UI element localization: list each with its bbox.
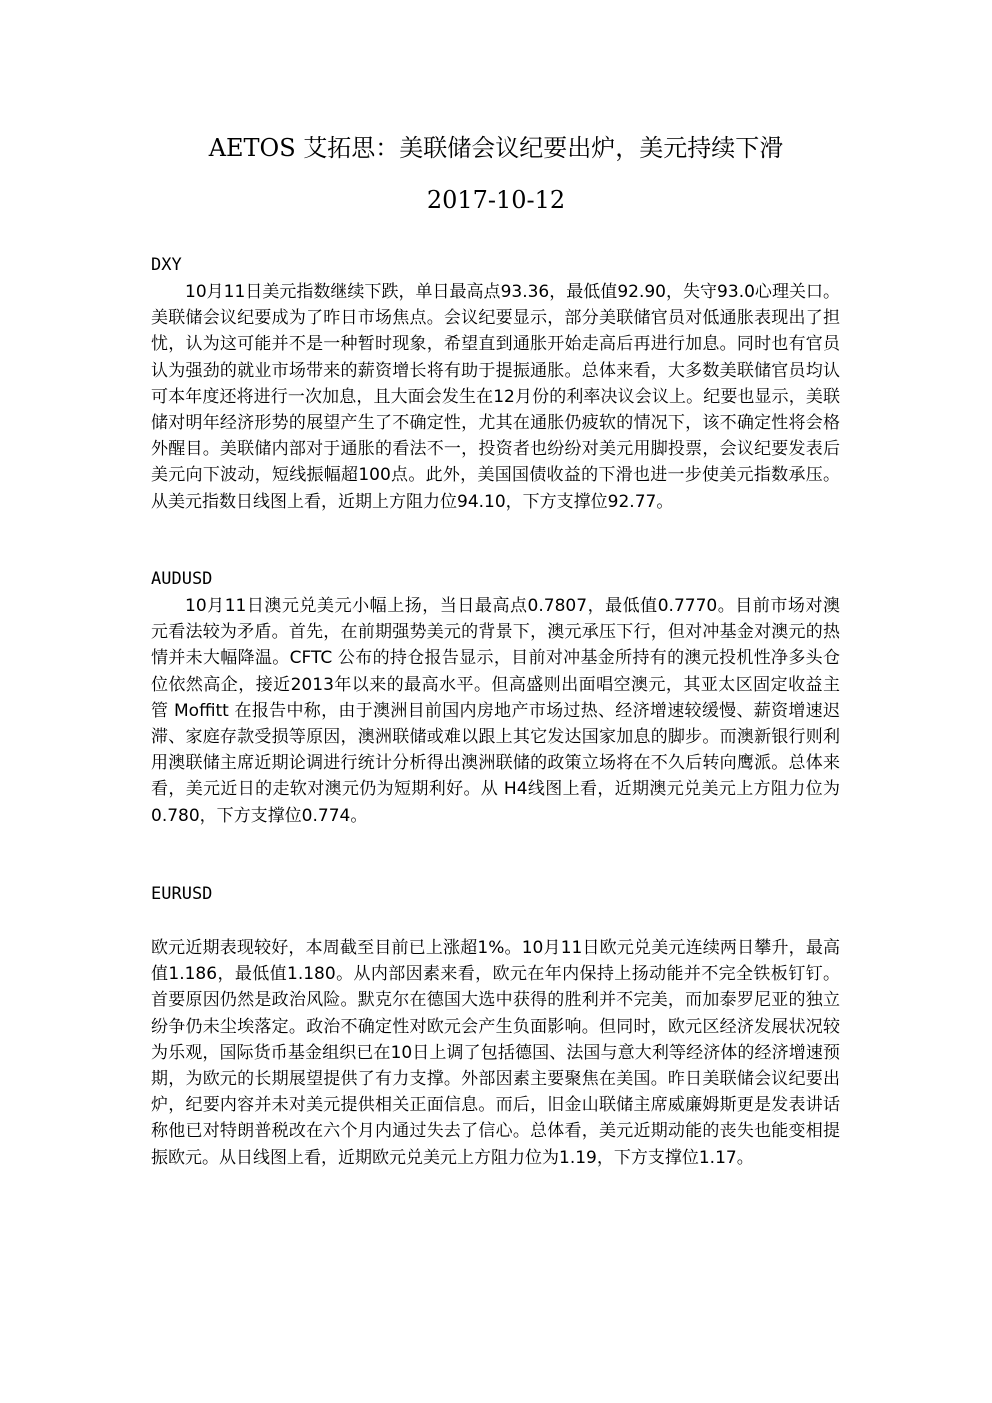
section-label-audusd: AUDUSD <box>151 569 213 589</box>
section-text-dxy: 10月11日美元指数继续下跌，单日最高点93.36，最低值92.90，失守93.0心理关口。美联储会议纪要成为了昨日市场焦点。会议纪要显示，部分美联储官员对低通胀表现出了担忧，认为这可能并不是一种暂时现象，希望直到通胀开始走高后再进行加息。同时也有官员认为强劲的就业市场带来的薪资增长将有助于提振通胀。总体来看，大多数美联储官员均认可本年度还将进行一次加息，且大面会发生在12月份的利率决议会议上。纪要也显示，美联储对明年经济形势的展望产生了不确定性，尤其在通胀仍疲软的情况下，该不确定性将会格外醒目。美联储内部对于通胀的看法不一，投资者也纷纷对美元用脚投票，会议纪要发表后美元向下波动，短线振幅超100点。此外，美国国债收益的下滑也进一步使美元指数承压。从美元指数日线图上看，近期上方阻力位94.10，下方支撑位92.77。 <box>151 282 840 512</box>
document-date: 2017-10-12 <box>426 186 566 214</box>
section-label-dxy: DXY <box>151 255 182 275</box>
document-title: AETOS 艾拓思：美联储会议纪要出炉，美元持续下滑 <box>208 134 784 162</box>
section-text-audusd: 10月11日澳元兑美元小幅上扬，当日最高点0.7807，最低值0.7770。目前市场对澳元看法较为矛盾。首先，在前期强势美元的背景下，澳元承压下行，但对冲基金对澳元的热情并未大幅降温。CFTC 公布的持仓报告显示，目前对冲基金所持有的澳元投机性净多头仓位依然高企，接近2013年以来的最高水平。但高盛则出面唱空澳元，其亚太区固定收益主管 Moffitt 在报告中称，由于澳洲目前国内房地产市场过热、经济增速较缓慢、薪资增速迟滞、家庭存款受损等原因，澳洲联储或难以跟上其它发达国家加息的脚步。而澳新银行则利用澳联储主席近期论调进行统计分析得出澳洲联储的政策立场将在不久后转向鹰派。总体来看，美元近日的走软对澳元仍为短期利好。从 H4线图上看，近期澳元兑美元上方阻力位为0.780，下方支撑位0.774。 <box>151 596 840 826</box>
section-label-eurusd: EURUSD <box>151 884 213 904</box>
section-text-eurusd: 欧元近期表现较好，本周截至目前已上涨超1%。10月11日欧元兑美元连续两日攀升，最高值1.186，最低值1.180。从内部因素来看，欧元在年内保持上扬动能并不完全铁板钉钉。首要原因仍然是政治风险。默克尔在德国大选中获得的胜利并不完美，而加泰罗尼亚的独立纷争仍未尘埃落定。政治不确定性对欧元会产生负面影响。但同时，欧元区经济发展状况较为乐观，国际货币基金组织已在10日上调了包括德国、法国与意大利等经济体的经济增速预期，为欧元的长期展望提供了有力支撑。外部因素主要聚焦在美国。昨日美联储会议纪要出炉，纪要内容并未对美元提供相关正面信息。而后，旧金山联储主席威廉姆斯更是发表讲话称他已对特朗普税改在六个月内通过失去了信心。总体看，美元近期动能的丧失也能变相提振欧元。从日线图上看，近期欧元兑美元上方阻力位为1.19，下方支撑位1.17。 <box>151 938 840 1168</box>
